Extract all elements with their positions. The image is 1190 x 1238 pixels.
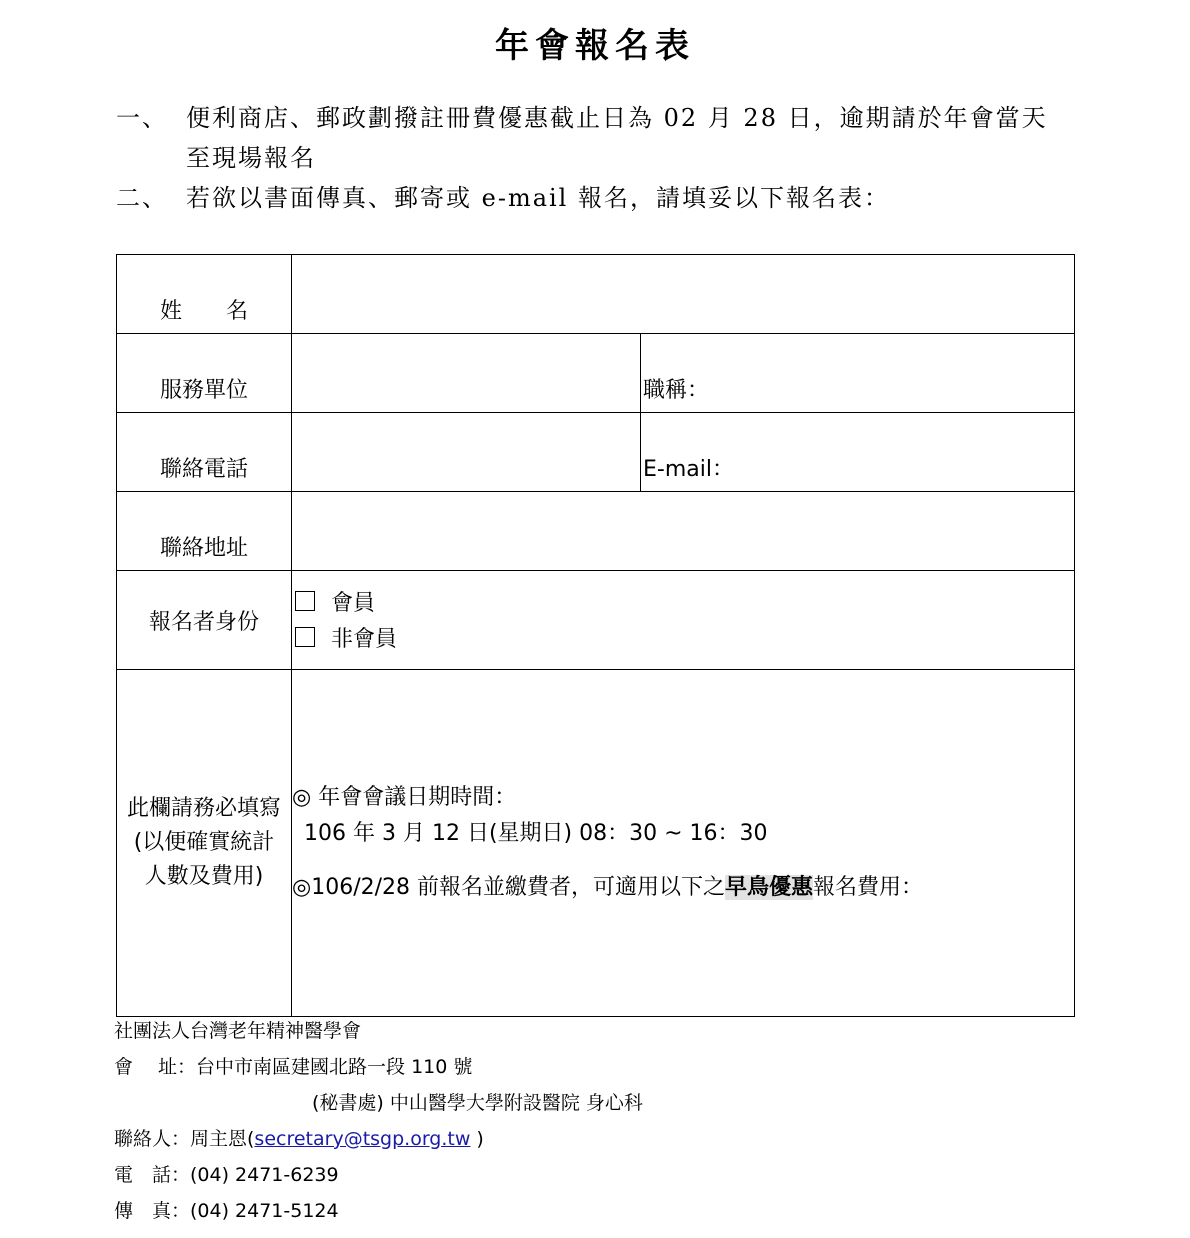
footer-secretariat: (秘書處) 中山醫學大學附設醫院 身心科 [312, 1092, 643, 1114]
footer-contact [114, 1124, 484, 1151]
identity-row [117, 571, 1075, 670]
phone-label: 聯絡電話 [117, 413, 292, 492]
name-row [117, 255, 1075, 334]
non-member-option-label: 非會員 [331, 626, 398, 652]
phone-row [117, 413, 1075, 492]
mandatory-label-line: 人數及費用) [144, 864, 264, 889]
early-bird-highlight: 早鳥優惠 [725, 875, 814, 900]
job-title-field[interactable] [641, 334, 1075, 413]
contact-email-link[interactable]: secretary@tsgp.org.tw [254, 1128, 471, 1150]
member-checkbox[interactable] [295, 591, 315, 611]
early-bird-text-before: ◎106/2/28 前報名並繳費者，可適用以下之 [292, 875, 725, 900]
footer-fax: 傳 真：(04) 2471-5124 [114, 1200, 339, 1222]
notice-number: 一、 [116, 104, 168, 132]
email-field[interactable] [641, 413, 1075, 492]
notice-text: 若欲以書面傳真、郵寄或 e-mail 報名，請填妥以下報名表： [186, 184, 890, 212]
name-label: 姓 名 [117, 255, 292, 334]
non-member-option[interactable] [292, 619, 1074, 655]
early-bird-text-after: 報名費用： [813, 875, 924, 900]
address-row [117, 492, 1075, 571]
conference-notes [292, 670, 1075, 1017]
notice-text: 便利商店、郵政劃撥註冊費優惠截止日為 02 月 28 日，逾期請於年會當天 [186, 104, 1048, 132]
registration-form-table [116, 254, 1075, 1017]
mandatory-row [117, 670, 1075, 1017]
mandatory-label-line: (以便確實統計 [133, 830, 275, 855]
notice-item-2 [116, 178, 1086, 218]
notice-item-1 [116, 98, 1086, 178]
notice-text-continued: 至現場報名 [186, 144, 316, 172]
email-label: E-mail： [643, 457, 734, 482]
organization-row [117, 334, 1075, 413]
non-member-checkbox[interactable] [295, 627, 315, 647]
contact-prefix: 聯絡人：周主恩( [114, 1128, 255, 1150]
footer-address: 會 址：台中市南區建國北路一段 110 號 [114, 1056, 473, 1078]
organization-field[interactable] [292, 334, 641, 413]
organization-label: 服務單位 [117, 334, 292, 413]
conference-date-heading: ◎ 年會會議日期時間： [292, 785, 517, 810]
mandatory-label-line: 此欄請務必填寫 [126, 796, 281, 821]
address-field[interactable] [292, 492, 1075, 571]
mandatory-label [117, 670, 292, 1017]
identity-label: 報名者身份 [117, 571, 292, 670]
member-option[interactable] [292, 583, 1074, 619]
footer-phone: 電 話：(04) 2471-6239 [114, 1164, 339, 1186]
job-title-label: 職稱： [643, 378, 710, 403]
name-field[interactable] [292, 255, 1075, 334]
address-label: 聯絡地址 [117, 492, 292, 571]
conference-date-time: 106 年 3 月 12 日(星期日) 08：30 ~ 16：30 [304, 821, 768, 846]
footer-organization: 社團法人台灣老年精神醫學會 [114, 1020, 362, 1042]
identity-options [292, 571, 1075, 670]
early-bird-notice [292, 870, 1074, 906]
page-title: 年會報名表 [495, 26, 695, 66]
notice-number: 二、 [116, 184, 168, 212]
member-option-label: 會員 [331, 590, 376, 616]
phone-field[interactable] [292, 413, 641, 492]
contact-suffix: ) [470, 1128, 484, 1150]
